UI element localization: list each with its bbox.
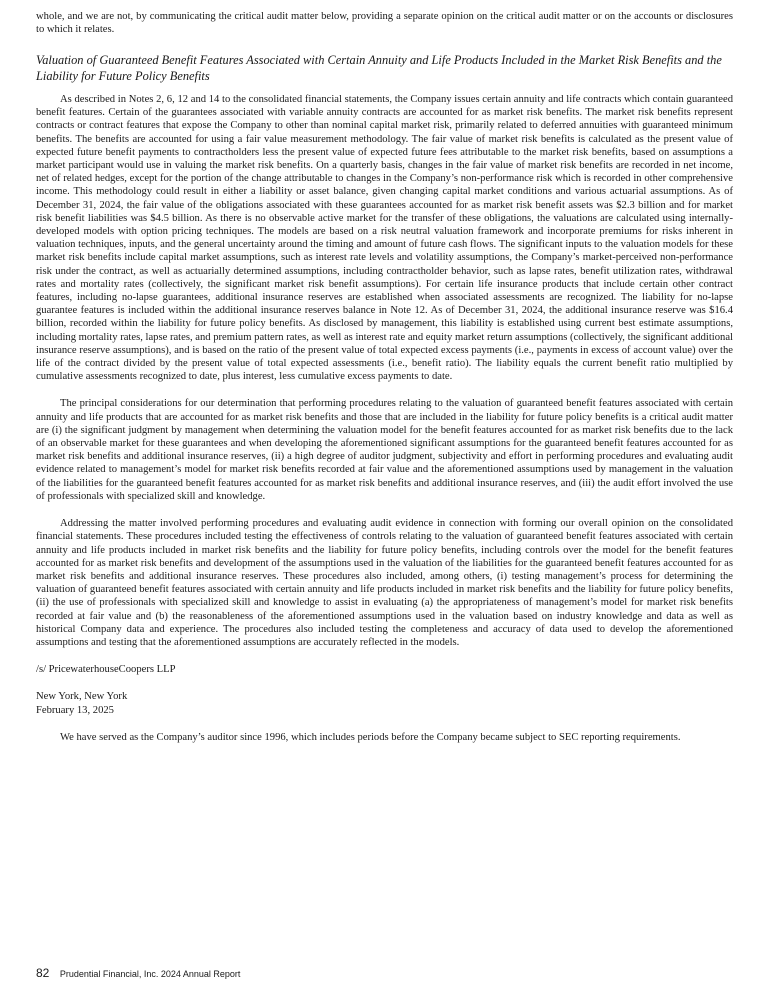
body-paragraph-2: The principal considerations for our determination that performing procedures relating to the valuation of guaranteed benefit features associated with certain annuity and life products that are accounted for as market risk benefits and those that are included in the liability for future policy benefits is a critical audit matter are (i) the significant judgment by management when determining the valuation model for the benefit features accounted for as market risk benefits due to the lack of an observable market for these guarantees and when developing the aforementioned significant assumptions for the guaranteed benefit features accounted for as market risk benefits and additional insurance reserves, (ii) a high degree of auditor judgment, subjectivity and effort in performing procedures and evaluating audit evidence related to management’s model for market risk benefits recorded at fair value and the aforementioned assumptions used by management in the valuation of the liabilities for the guaranteed benefit features accounted for as market risk benefits and additional insurance reserves, and (iii) the audit effort involved the use of professionals with specialized skill and knowledge. <box>36 398 733 502</box>
page-number: 82 <box>36 966 50 980</box>
auditor-tenure-paragraph: We have served as the Company’s auditor since 1996, which includes periods before the Company became subject to SEC reporting requirements. <box>60 731 681 743</box>
intro-paragraph: whole, and we are not, by communicating the critical audit matter below, providing a separate opinion on the critical audit matter or on the accounts or disclosures to which it relates. <box>36 11 733 36</box>
signing-location: New York, New York <box>36 691 128 703</box>
body-paragraph-3: Addressing the matter involved performing procedures and evaluating audit evidence in connection with forming our overall opinion on the consolidated financial statements. These procedures included testing the effectiveness of controls relating to the valuation of guaranteed benefit features associated with certain annuity and life products included in market risk benefits and the liability for future policy benefits, including controls over the model for the benefit features accounted for as market risk benefits and development of the assumptions used in the valuation of the liabilities for the guaranteed benefit features accounted for as market risk benefits and additional insurance reserves. These procedures also included, among others, (i) testing management’s process for determining the valuation of guaranteed benefit features associated with certain annuity and life products included in market risk benefits and the liability for future policy benefits, (ii) the use of professionals with specialized skill and knowledge to assist in evaluating (a) the appropriateness of management’s model for market risk benefits recorded at fair value and (b) the reasonableness of the aforementioned assumptions used in the valuation based on industry knowledge and data as well as historical Company data and experience. The procedures also included testing the completeness and accuracy of data used to develop the aforementioned assumptions and testing that the aforementioned assumptions are accurately reflected in the models. <box>36 518 733 648</box>
section-heading: Valuation of Guaranteed Benefit Features Associated with Certain Annuity and Life Products Included in the Market Risk Benefits and the Liability for Future Policy Benefits <box>36 53 722 84</box>
signing-date: February 13, 2025 <box>36 704 114 716</box>
body-paragraph-1: As described in Notes 2, 6, 12 and 14 to the consolidated financial statements, the Company issues certain annuity and life contracts which contain guaranteed benefit features. Certain of the guarantees associated with variable annuity contracts are accounted for as market risk benefits. The market risk benefits represent contracts or contract features that expose the Company to other than nominal capital market risk, primarily related to deferred annuities with guaranteed minimum benefits. The benefits are accounted for using a fair value measurement methodology. The fair value of market risk benefits is calculated as the present value of expected future benefit payments to contractholders less the present value of expected future fees attributable to the market risk benefits, based on assumptions a market participant would use in valuing the market risk benefits. On a quarterly basis, changes in the fair value of market risk benefits are recorded in net income, net of related hedges, except for the portion of the change attributable to changes in the Company’s non-performance risk which is recorded in other comprehensive income. This methodology could result in either a liability or asset balance, given changing capital market conditions and various actuarial assumptions. As of December 31, 2024, the fair value of the obligations associated with these guarantees accounted for as market risk benefit assets was $2.3 billion and for market risk benefit liabilities was $4.5 billion. As there is no observable active market for the transfer of these obligations, the valuations are calculated using internally-developed models with option pricing techniques. The models are based on a risk neutral valuation framework and incorporate premiums for risks inherent in valuation techniques, inputs, and the general uncertainty around the timing and amount of future cash flows. The significant inputs to the valuation models for these market risk benefits include capital market assumptions, such as interest rate levels and volatility assumptions, the Company’s market-perceived non-performance risk under the contract, as well as actuarially determined assumptions, including contractholder behavior, such as lapse rates, benefit utilization rates, withdrawal rates and mortality rates (collectively, the significant market risk benefit assumptions). For certain life insurance products that include certain other contract features, including no-lapse guarantees, additional insurance reserves are established when associated assessments are recognized. The liability for no-lapse guarantee features is included within the additional insurance reserves balance in Note 12. As of December 31, 2024, the additional insurance reserve was $16.4 billion, recorded within the liability for future policy benefits. As disclosed by management, this liability is established using current best estimate assumptions, including mortality rates, lapse rates, and premium pattern rates, as well as interest rate and equity market return assumptions (collectively, the significant additional insurance reserve assumptions), and is based on the ratio of the present value of total expected excess payments (i.e., payments in excess of account value) over the life of the contract divided by the present value of total expected assessments (i.e., benefit ratio). The liability equals the current benefit ratio multiplied by cumulative assessments recognized to date, plus interest, less cumulative excess payments to date. <box>36 94 733 383</box>
document-page <box>36 10 733 744</box>
auditor-signature: /s/ PricewaterhouseCoopers LLP <box>36 664 176 676</box>
page-footer <box>36 964 240 982</box>
report-name: Prudential Financial, Inc. 2024 Annual Report <box>59 969 241 979</box>
